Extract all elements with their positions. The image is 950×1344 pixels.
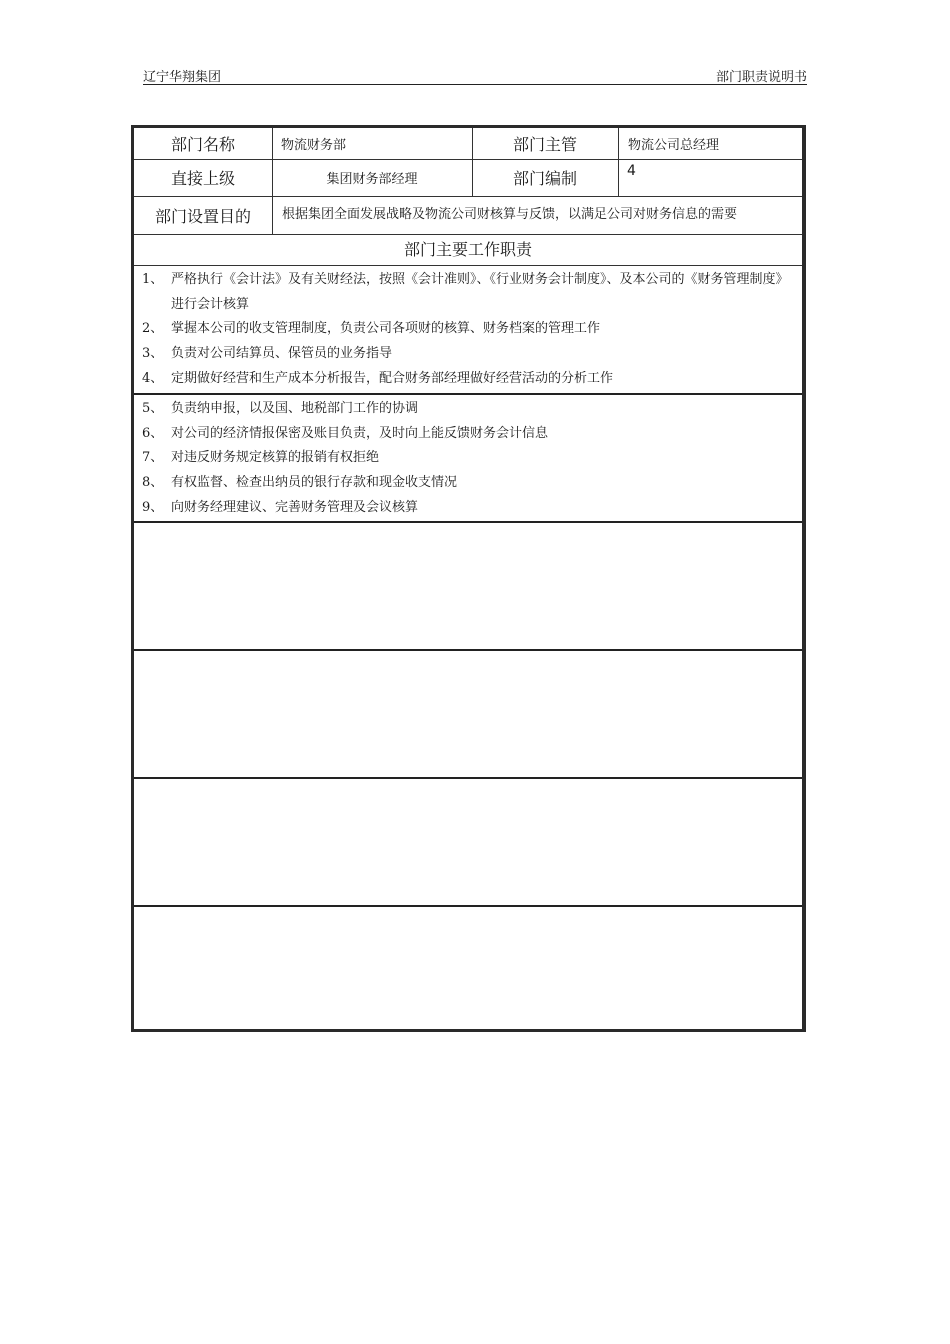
duty-table (131, 125, 806, 1032)
duty-block-1 (134, 266, 802, 393)
list-item: 9、 向财务经理建议、完善财务管理及会议核算 (142, 499, 419, 515)
dept-name-label: 部门名称 (170, 135, 235, 154)
header-rule (143, 84, 807, 85)
header-doc-title: 部门职责说明书 (715, 70, 807, 85)
superior-label: 直接上级 (170, 169, 235, 188)
purpose-label: 部门设置目的 (154, 206, 251, 226)
list-item: 3、 负责对公司结算员、保管员的业务指导 (142, 346, 393, 362)
empty-block-1 (134, 523, 802, 649)
duties-title: 部门主要工作职责 (403, 240, 532, 259)
headcount-value: 4 (627, 163, 636, 179)
list-item: 6、 对公司的经济情报保密及账目负责，及时向上能反馈财务会计信息 (142, 425, 549, 441)
empty-block-3 (134, 779, 802, 905)
row-purpose (134, 196, 802, 234)
manager-label: 部门主管 (512, 135, 577, 154)
purpose-value: 根据集团全面发展战略及物流公司财核算与反馈，以满足公司对财务信息的需要 (282, 207, 738, 222)
header-company: 辽宁华翔集团 (143, 70, 222, 85)
list-item: 4、 定期做好经营和生产成本分析报告，配合财务部经理做好经营活动的分析工作 (142, 370, 614, 386)
manager-value: 物流公司总经理 (628, 138, 720, 153)
list-item: 5、 负责纳申报，以及国、地税部门工作的协调 (142, 401, 419, 416)
row-dept-name (134, 128, 802, 159)
row-superior (134, 159, 802, 196)
list-item: 2、 掌握本公司的收支管理制度，负责公司各项财的核算、财务档案的管理工作 (142, 321, 601, 337)
list-item: 8、 有权监督、检查出纳员的银行存款和现金收支情况 (142, 475, 458, 491)
dept-name-value: 物流财务部 (281, 138, 347, 153)
duty-block-2 (134, 395, 802, 521)
superior-value: 集团财务部经理 (326, 172, 418, 187)
list-item: 1、 严格执行《会计法》及有关财经法，按照《会计准则》、《行业财务会计制度》、及本公司的《财务管理制度》进行会计核算 (142, 272, 789, 312)
headcount-label: 部门编制 (512, 169, 577, 188)
empty-block-4 (134, 907, 802, 1029)
list-item: 7、 对违反财务规定核算的报销有权拒绝 (142, 450, 380, 466)
empty-block-2 (134, 651, 802, 777)
